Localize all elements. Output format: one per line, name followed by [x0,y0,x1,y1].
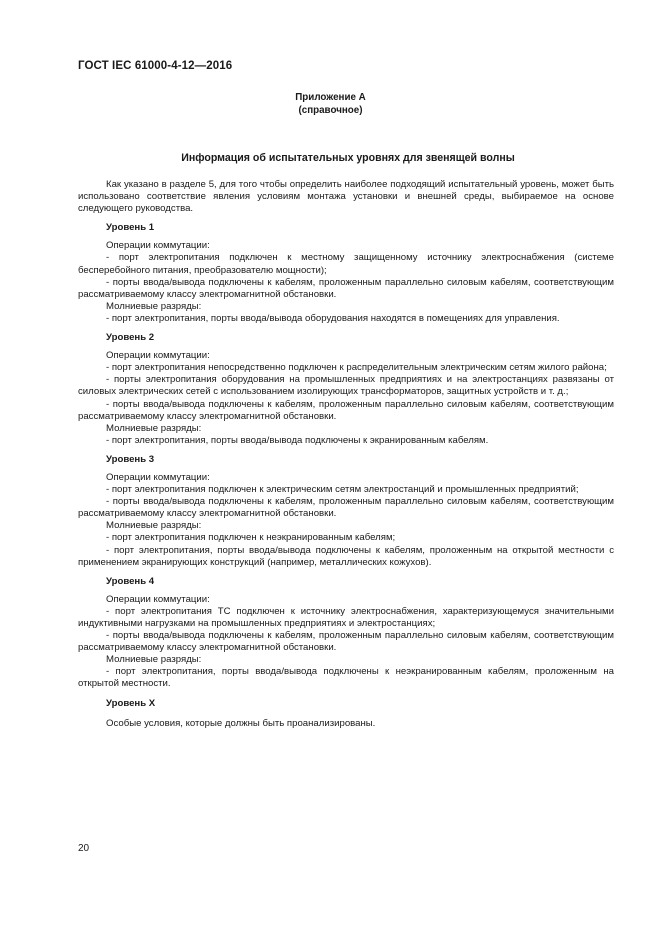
annex-title: Приложение А [295,92,366,103]
section-title: Информация об испытательных уровнях для звенящей волны [181,152,515,164]
level-2-title: Уровень 2 [106,332,155,344]
annex-subtitle: (справочное) [298,104,363,116]
level-4-title: Уровень 4 [106,575,155,587]
page-number: 20 [78,843,90,854]
document-code: ГОСТ IEC 61000-4-12—2016 [78,60,233,72]
paragraph: Молниевые разряды: [106,300,202,312]
level-x-title: Уровень X [106,697,156,709]
paragraph: - порты электропитания оборудования на промышленных предприятиях и на электростанциях развязаны от силовых электрических сетей с использованием изолирующих трансформаторов, защитных устройств и т. д.; [78,374,614,398]
paragraph: Особые условия, которые должны быть проанализированы. [106,717,376,729]
paragraph: - порты ввода/вывода подключены к кабелям, проложенным параллельно силовым кабелям, соответствующим рассматриваемому классу электромагнитной обстановки. [78,496,614,520]
paragraph: Молниевые разряды: [106,422,202,434]
paragraph: - порт электропитания, порты ввода/вывода подключены к экранированным кабелям. [106,434,489,446]
paragraph: Операции коммутации: [106,471,210,483]
document-body [78,179,614,730]
paragraph: - порт электропитания подключен к неэкранированным кабелям; [106,532,396,544]
paragraph: - порт электропитания непосредственно подключен к распределительным электрическим сетям жилого района; [106,362,607,374]
paragraph: - порт электропитания ТС подключен к источнику электроснабжения, характеризующемуся значительными индуктивными нагрузками на промышленных предприятиях и электростанциях; [78,605,614,629]
paragraph: Операции коммутации: [106,350,210,362]
paragraph: Операции коммутации: [106,593,210,605]
paragraph: Молниевые разряды: [106,654,202,666]
paragraph: - порт электропитания, порты ввода/вывода оборудования находятся в помещениях для управления. [106,312,560,324]
level-3-title: Уровень 3 [106,453,155,465]
paragraph: - порт электропитания подключен к местному защищенному источнику электроснабжения (системе бесперебойного питания, преобразователю мощности); [78,252,614,276]
paragraph: - порты ввода/вывода подключены к кабелям, проложенным параллельно силовым кабелям, соответствующим рассматриваемому классу электромагнитной обстановки. [78,630,614,654]
level-1-title: Уровень 1 [106,222,155,234]
paragraph: Молниевые разряды: [106,520,202,532]
paragraph: - порты ввода/вывода подключены к кабелям, проложенным параллельно силовым кабелям, соответствующим рассматриваемому классу электромагнитной обстановки. [78,398,614,422]
paragraph: - порт электропитания, порты ввода/вывода подключены к кабелям, проложенным на открытой местности с применением экранирующих конструкций (например, металлических кожухов). [78,544,614,568]
paragraph: - порт электропитания подключен к электрическим сетям электростанций и промышленных предприятий; [106,484,579,496]
paragraph: - порты ввода/вывода подключены к кабелям, проложенным параллельно силовым кабелям, соответствующим рассматриваемому классу электромагнитной обстановки. [78,276,614,300]
paragraph: - порт электропитания, порты ввода/вывода подключены к неэкранированным кабелям, проложенным на открытой местности. [78,666,614,690]
paragraph: Операции коммутации: [106,240,210,252]
intro-paragraph: Как указано в разделе 5, для того чтобы определить наиболее подходящий испытательный уровень, может быть использовано соответствие явления условиям монтажа установки и внешней среды, выбираемое на основе следующего руководства. [78,179,614,215]
annex-heading [0,92,661,117]
